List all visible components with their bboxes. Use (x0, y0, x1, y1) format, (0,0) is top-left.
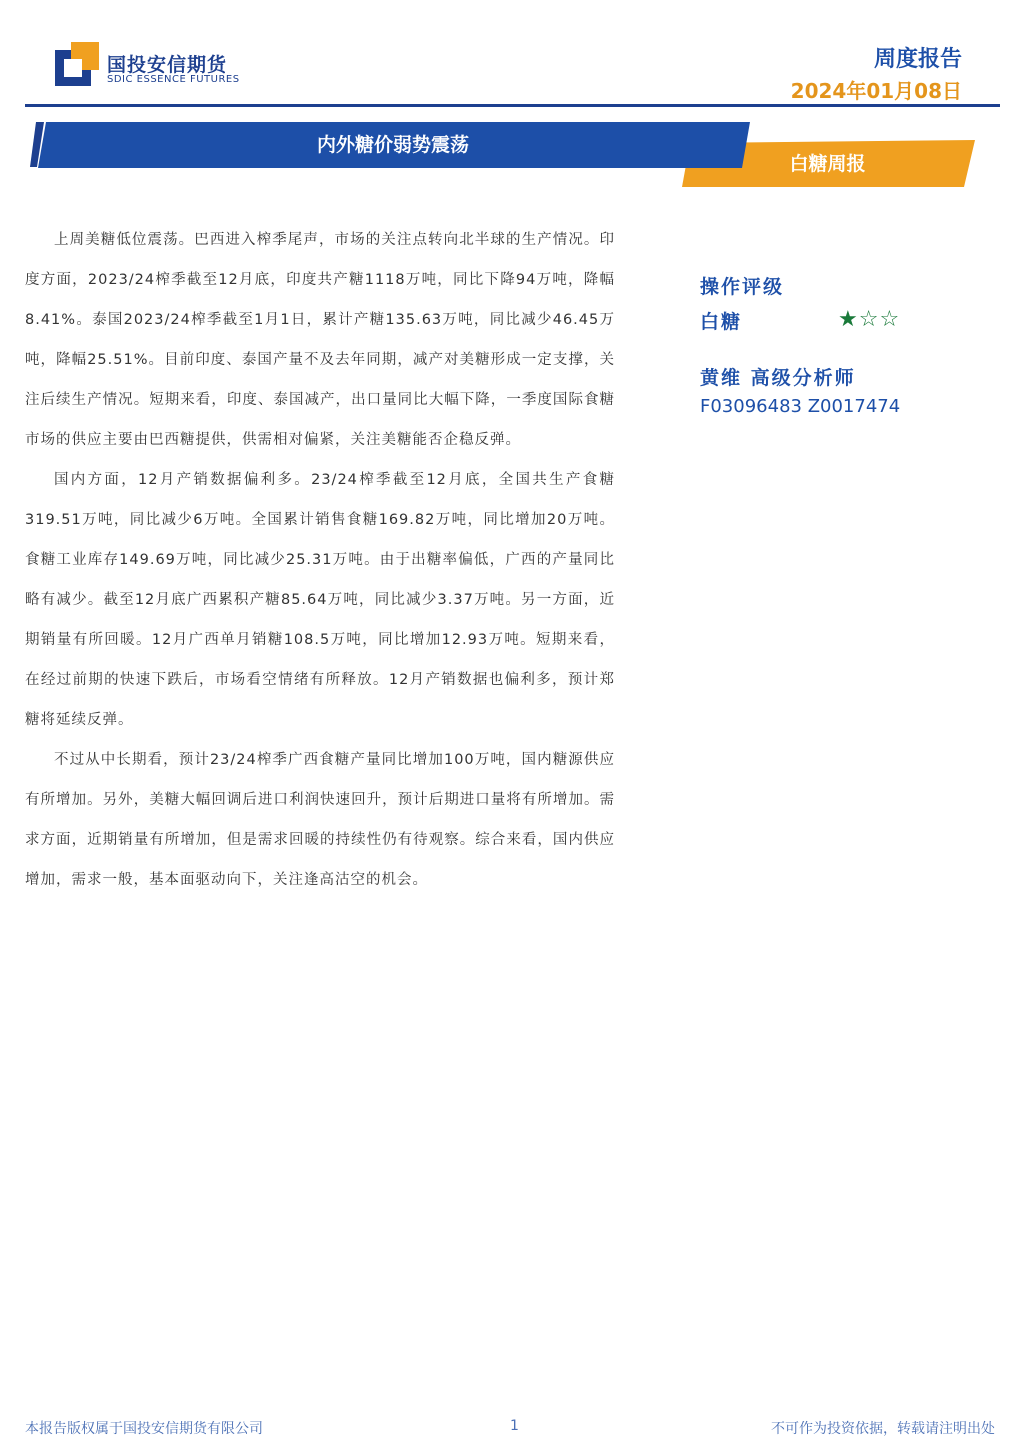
footer-copyright: 本报告版权属于国投安信期货有限公司 (25, 1421, 263, 1437)
body-paragraph: 上周美糖低位震荡。巴西进入榨季尾声，市场的关注点转向北半球的生产情况。印度方面，2023/24榨季截至12月底，印度共产糖1118万吨，同比下降94万吨，降幅8.41%。泰国2023/24榨季截至1月1日，累计产糖135.63万吨，同比减少46.45万吨，降幅25.51%。目前印度、泰国产量不及去年同期，减产对美糖形成一定支撑，关注后续生产情况。短期来看，印度、泰国减产，出口量同比大幅下降，一季度国际食糖市场的供应主要由巴西糖提供，供需相对偏紧，关注美糖能否企稳反弹。 (25, 232, 615, 448)
rating-stars-icon: ★☆☆ (838, 307, 901, 332)
logo-name-en: SDIC ESSENCE FUTURES (107, 74, 240, 85)
body-paragraph: 国内方面，12月产销数据偏利多。23/24榨季截至12月底，全国共生产食糖319.51万吨，同比减少6万吨。全国累计销售食糖169.82万吨，同比增加20万吨。食糖工业库存149.69万吨，同比减少25.31万吨。由于出糖率偏低，广西的产量同比略有减少。截至12月底广西累积产糖85.64万吨，同比减少3.37万吨。另一方面，近期销量有所回暖。12月广西单月销糖108.5万吨，同比增加12.93万吨。短期来看，在经过前期的快速下跌后，市场看空情绪有所释放。12月产销数据也偏利多，预计郑糖将延续反弹。 (25, 472, 615, 728)
report-title: 内外糖价弱势震荡 (316, 134, 469, 156)
report-date: 2024年01月08日 (790, 79, 962, 103)
logo-name-cn: 国投安信期货 (107, 54, 228, 76)
rating-label: 操作评级 (700, 276, 785, 298)
body-paragraph: 不过从中长期看，预计23/24榨季广西食糖产量同比增加100万吨，国内糖源供应有所增加。另外，美糖大幅回调后进口利润快速回升，预计后期进口量将有所增加。需求方面，近期销量有所增加，但是需求回暖的持续性仍有待观察。综合来看，国内供应增加，需求一般，基本面驱动向下，关注逢高沽空的机会。 (25, 752, 615, 888)
header-divider (25, 104, 1000, 107)
analyst-name: 黄维 高级分析师 (700, 367, 856, 389)
report-type: 周度报告 (873, 47, 962, 72)
company-logo (55, 42, 255, 92)
section-label: 白糖周报 (789, 153, 866, 175)
report-body (25, 220, 615, 900)
rating-row (700, 307, 960, 337)
page-number: 1 (510, 1418, 519, 1434)
footer-disclaimer: 不可作为投资依据，转载请注明出处 (771, 1421, 995, 1437)
sidebar (700, 272, 960, 417)
analyst-ids: F03096483 Z0017474 (700, 396, 901, 417)
rating-product: 白糖 (700, 311, 743, 333)
logo-mark-icon (55, 42, 99, 86)
